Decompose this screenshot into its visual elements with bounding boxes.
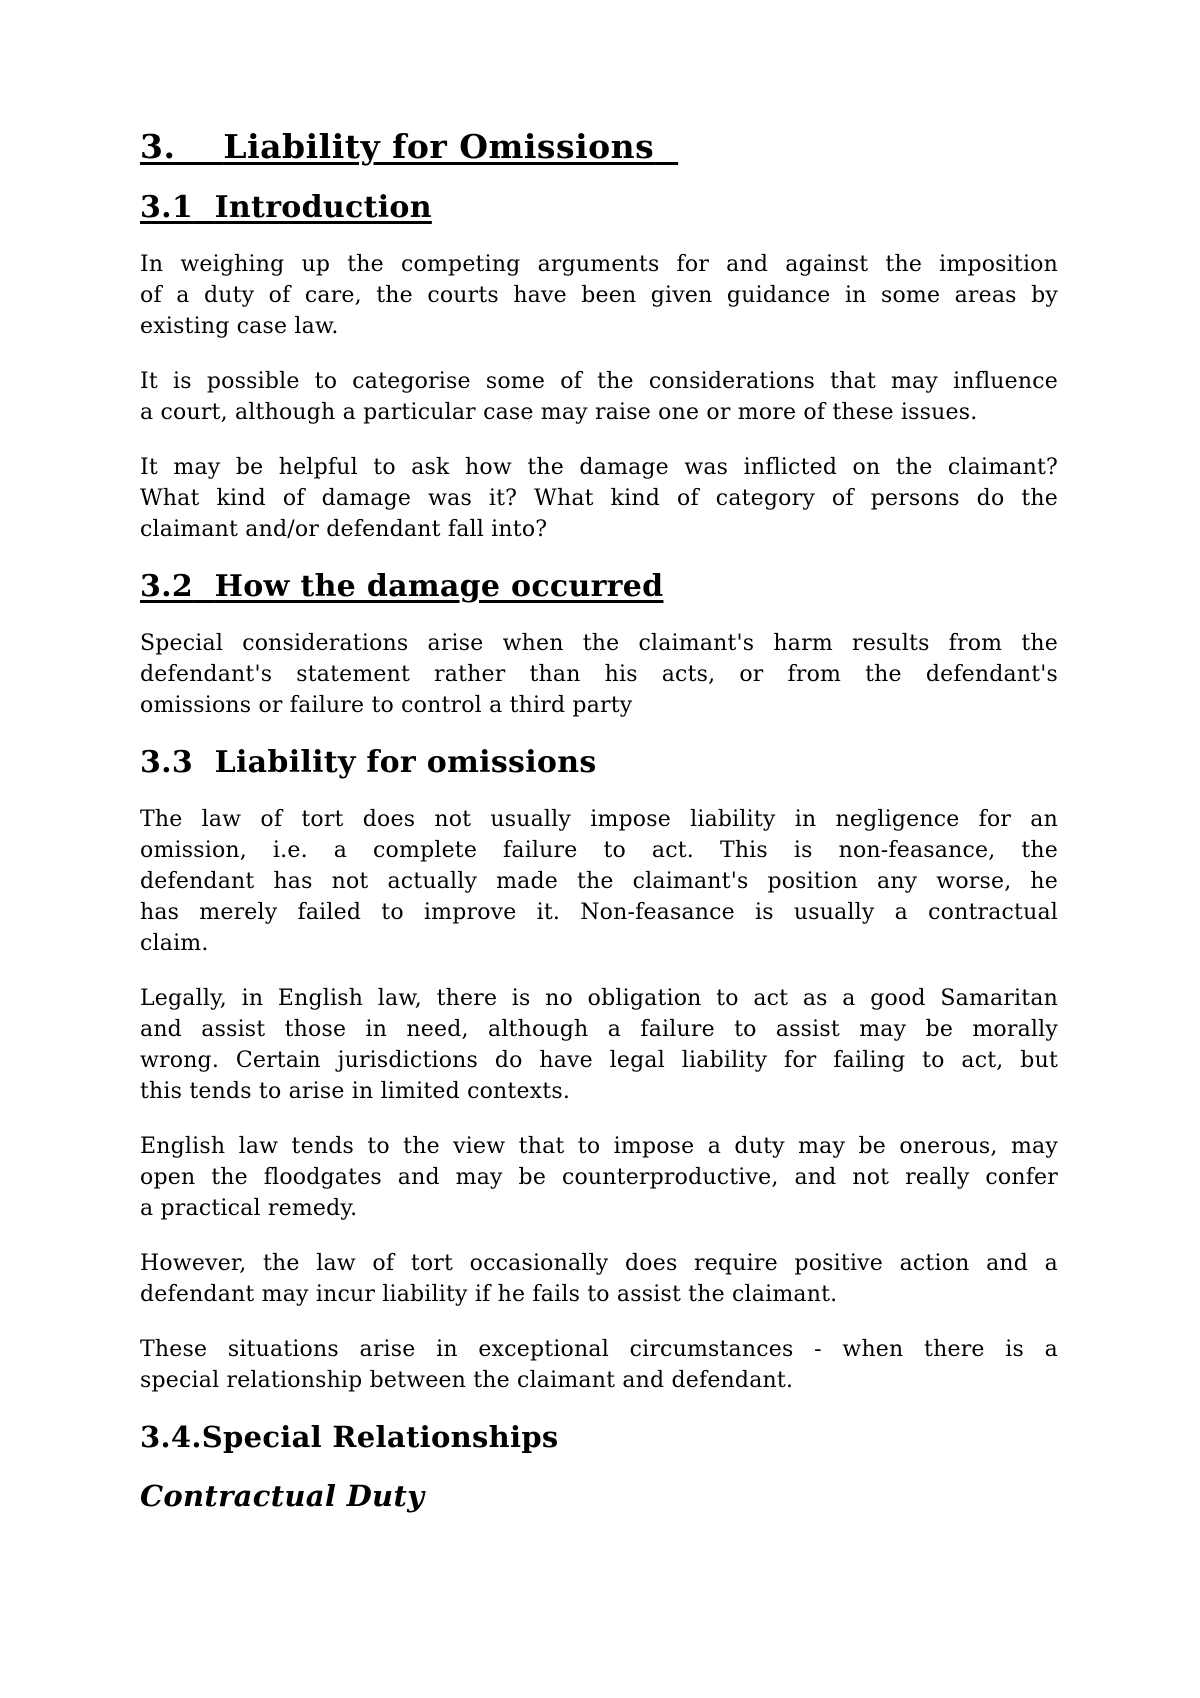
heading-number: 3.2 <box>140 569 194 604</box>
paragraph-line: this tends to arise in limited contexts. <box>140 1079 571 1104</box>
section-heading <box>140 190 1058 225</box>
heading-number: 3.3 <box>140 745 194 780</box>
section-heading <box>140 1420 1058 1455</box>
heading-label: How the damage occurred <box>214 569 664 604</box>
section-heading <box>140 745 1058 780</box>
paragraph-line: defendant may incur liability if he fails to assist the claimant. <box>140 1282 838 1307</box>
paragraph-line: has merely failed to improve it. Non-feasance is usually a contractual <box>140 900 1058 925</box>
paragraph-line: English law tends to the view that to impose a duty may be onerous, may <box>140 1134 1058 1159</box>
heading-number: 3. <box>140 127 176 166</box>
paragraph <box>140 1334 1058 1396</box>
heading-label: Liability for Omissions <box>223 127 655 166</box>
paragraph-line: It may be helpful to ask how the damage was inflicted on the claimant? <box>140 455 1058 480</box>
section-heading <box>140 128 1058 166</box>
paragraph-line: a court, although a particular case may raise one or more of these issues. <box>140 400 978 425</box>
paragraph-line: claim. <box>140 931 209 956</box>
paragraph-line: a practical remedy. <box>140 1196 358 1221</box>
paragraph-line: omission, i.e. a complete failure to act. This is non-feasance, the <box>140 838 1058 863</box>
paragraph <box>140 1248 1058 1310</box>
paragraph-line: of a duty of care, the courts have been given guidance in some areas by <box>140 283 1058 308</box>
heading-label: Liability for omissions <box>214 745 597 780</box>
heading-number: 3.1 <box>140 190 194 225</box>
paragraph-line: Special considerations arise when the claimant's harm results from the <box>140 631 1058 656</box>
paragraph <box>140 1131 1058 1224</box>
section-heading <box>140 569 1058 604</box>
heading-underlined-text <box>140 127 678 166</box>
paragraph-line: Legally, in English law, there is no obligation to act as a good Samaritan <box>140 986 1058 1011</box>
paragraph-line: defendant's statement rather than his acts, or from the defendant's <box>140 662 1058 687</box>
paragraph-line: omissions or failure to control a third party <box>140 693 633 718</box>
paragraph <box>140 249 1058 342</box>
heading-label: 3.4.Special Relationships <box>140 1420 559 1454</box>
paragraph <box>140 804 1058 959</box>
paragraph-line: What kind of damage was it? What kind of category of persons do the <box>140 486 1058 511</box>
paragraph-line: It is possible to categorise some of the considerations that may influence <box>140 369 1058 394</box>
paragraph-line: open the floodgates and may be counterproductive, and not really confer <box>140 1165 1058 1190</box>
heading-text <box>140 1420 559 1454</box>
heading-underlined-text <box>140 190 432 225</box>
heading-label: Introduction <box>214 190 432 225</box>
heading-underlined-text <box>140 569 663 604</box>
paragraph <box>140 628 1058 721</box>
heading-text <box>140 1479 424 1513</box>
paragraph <box>140 983 1058 1107</box>
heading-label: Contractual Duty <box>140 1479 425 1513</box>
document-body <box>140 128 1058 1514</box>
paragraph-line: These situations arise in exceptional circumstances - when there is a <box>140 1337 1058 1362</box>
section-heading <box>140 1479 1058 1514</box>
paragraph-line: special relationship between the claimant and defendant. <box>140 1368 794 1393</box>
paragraph-line: defendant has not actually made the claimant's position any worse, he <box>140 869 1058 894</box>
paragraph <box>140 452 1058 545</box>
paragraph-line: and assist those in need, although a failure to assist may be morally <box>140 1017 1058 1042</box>
heading-text <box>140 745 597 780</box>
paragraph <box>140 366 1058 428</box>
paragraph-line: wrong. Certain jurisdictions do have legal liability for failing to act, but <box>140 1048 1058 1073</box>
paragraph-line: claimant and/or defendant fall into? <box>140 517 548 542</box>
paragraph-line: existing case law. <box>140 314 339 339</box>
paragraph-line: The law of tort does not usually impose liability in negligence for an <box>140 807 1058 832</box>
paragraph-line: In weighing up the competing arguments for and against the imposition <box>140 252 1058 277</box>
paragraph-line: However, the law of tort occasionally does require positive action and a <box>140 1251 1058 1276</box>
